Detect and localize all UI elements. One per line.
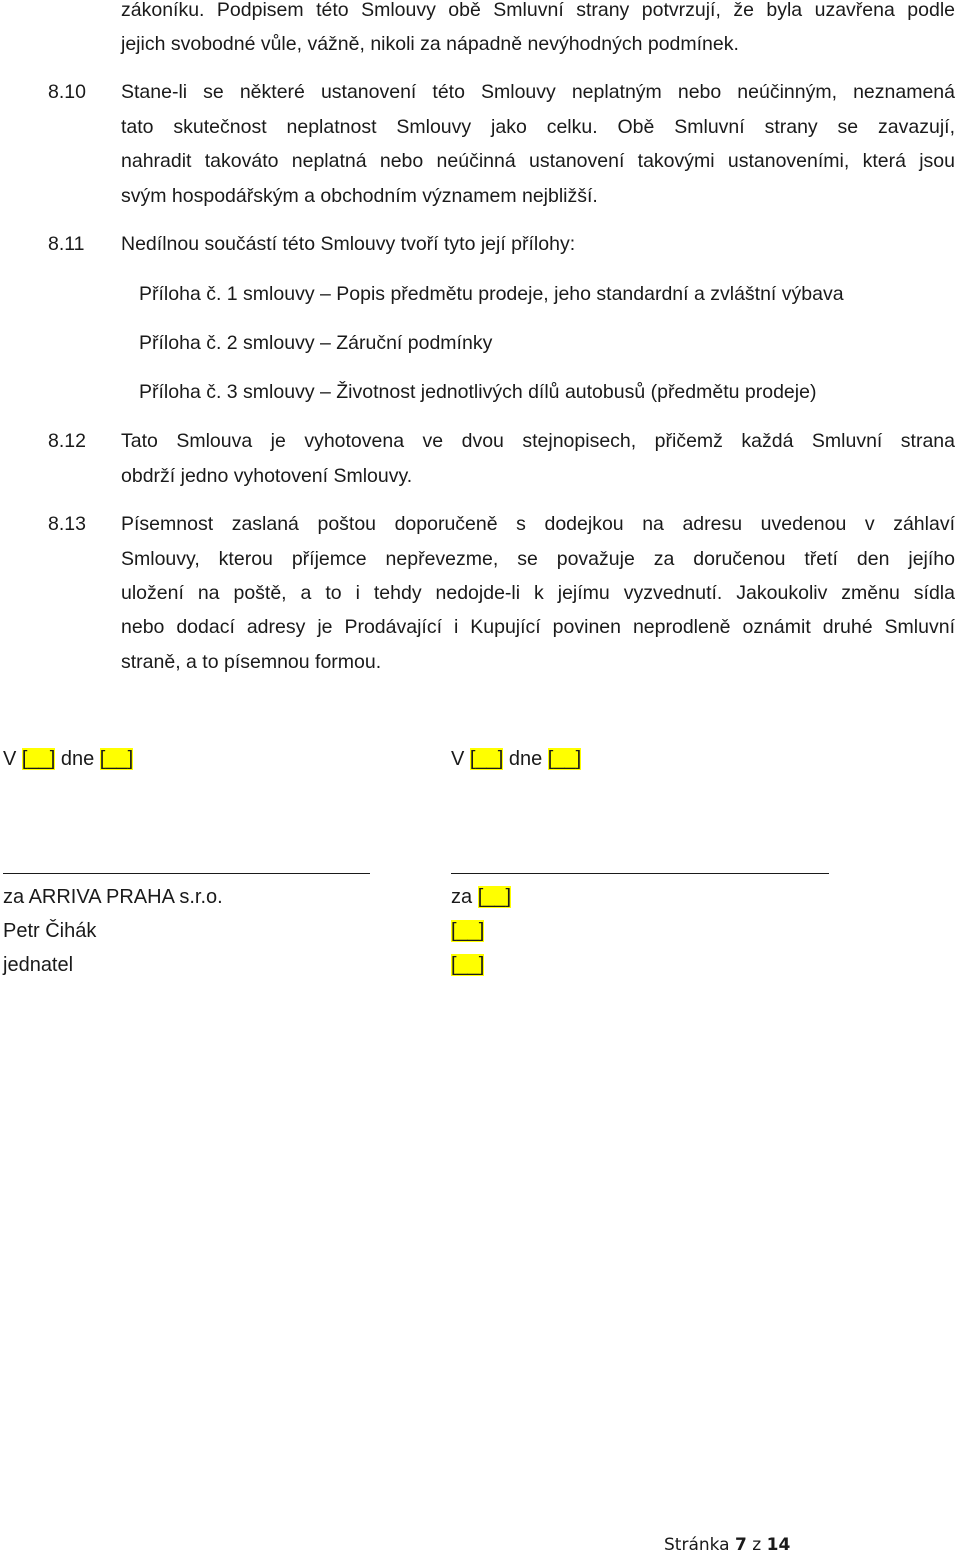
paragraph-line: uložení na poště, a to i tehdy nedojde-li k jejímu vyzvednutí. Jakoukoliv změnu sídla [121,582,955,604]
signatory-company-right [451,885,511,909]
place-blank[interactable]: [__] [21,748,56,770]
paragraph-line: Smlouvy, kterou příjemce nepřevezme, se považuje za doručenou třetí den jejího [121,548,955,570]
attachment-item: Příloha č. 1 smlouvy – Popis předmětu prodeje, jeho standardní a zvláštní výbava [139,283,844,305]
place-label: V [3,748,17,770]
place-date-right [451,747,581,771]
signatory-company: za ARRIVA PRAHA s.r.o. [3,886,223,908]
signatory-role-right [451,953,484,977]
section-number: 8.12 [48,430,86,452]
date-blank[interactable]: [__] [547,748,582,770]
section-number: 8.13 [48,513,86,535]
paragraph-line: Písemnost zaslaná poštou doporučeně s dodejkou na adresu uvedenou v záhlaví [121,513,955,535]
signature-line-left [3,873,370,874]
place-date-left [3,747,133,771]
paragraph-line: straně, a to písemnou formou. [121,651,382,673]
name-blank[interactable]: [__] [451,920,485,942]
signatory-name-right [451,919,484,943]
page-of: z [752,1535,762,1555]
paragraph-line: Stane-li se některé ustanovení této Smlouvy neplatným nebo neúčinným, neznamená [121,81,955,103]
date-label: dne [60,748,95,770]
section-number: 8.11 [48,233,85,255]
company-blank[interactable]: [__] [477,886,512,908]
paragraph-line: svým hospodářským a obchodním významem nejbližší. [121,185,598,207]
signatory-name: Petr Čihák [3,920,97,942]
date-label: dne [508,748,543,770]
paragraph-line: zákoníku. Podpisem této Smlouvy obě Smluvní strany potvrzují, že byla uzavřena podle [121,0,955,21]
page-total: 14 [766,1535,791,1555]
paragraph-line: nahradit takováto neplatná nebo neúčinná ustanovení takovými ustanoveními, která jsou [121,150,955,172]
date-blank[interactable]: [__] [99,748,134,770]
place-blank[interactable]: [__] [469,748,504,770]
za-label: za [451,886,473,908]
signatory-role: jednatel [3,954,74,976]
page-number: 7 [735,1535,747,1555]
section-number: 8.10 [48,81,86,103]
paragraph-line: Tato Smlouva je vyhotovena ve dvou stejnopisech, přičemž každá Smluvní strana [121,430,955,452]
attachment-item: Příloha č. 3 smlouvy – Životnost jednotlivých dílů autobusů (předmětu prodeje) [139,381,817,403]
paragraph-line: tato skutečnost neplatnost Smlouvy jako celku. Obě Smluvní strany se zavazují, [121,116,955,138]
paragraph-line: obdrží jedno vyhotovení Smlouvy. [121,465,413,487]
attachment-item: Příloha č. 2 smlouvy – Záruční podmínky [139,332,493,354]
paragraph-line: Nedílnou součástí této Smlouvy tvoří tyto její přílohy: [121,233,576,255]
role-blank[interactable]: [__] [451,954,485,976]
page-label: Stránka [664,1535,730,1555]
paragraph-line: nebo dodací adresy je Prodávající i Kupující povinen neprodleně oznámit druhé Smluvní [121,616,955,638]
signature-line-right [451,873,829,874]
paragraph-line: jejich svobodné vůle, vážně, nikoli za nápadně nevýhodných podmínek. [121,33,739,55]
page-footer [664,1535,790,1555]
place-label: V [451,748,465,770]
